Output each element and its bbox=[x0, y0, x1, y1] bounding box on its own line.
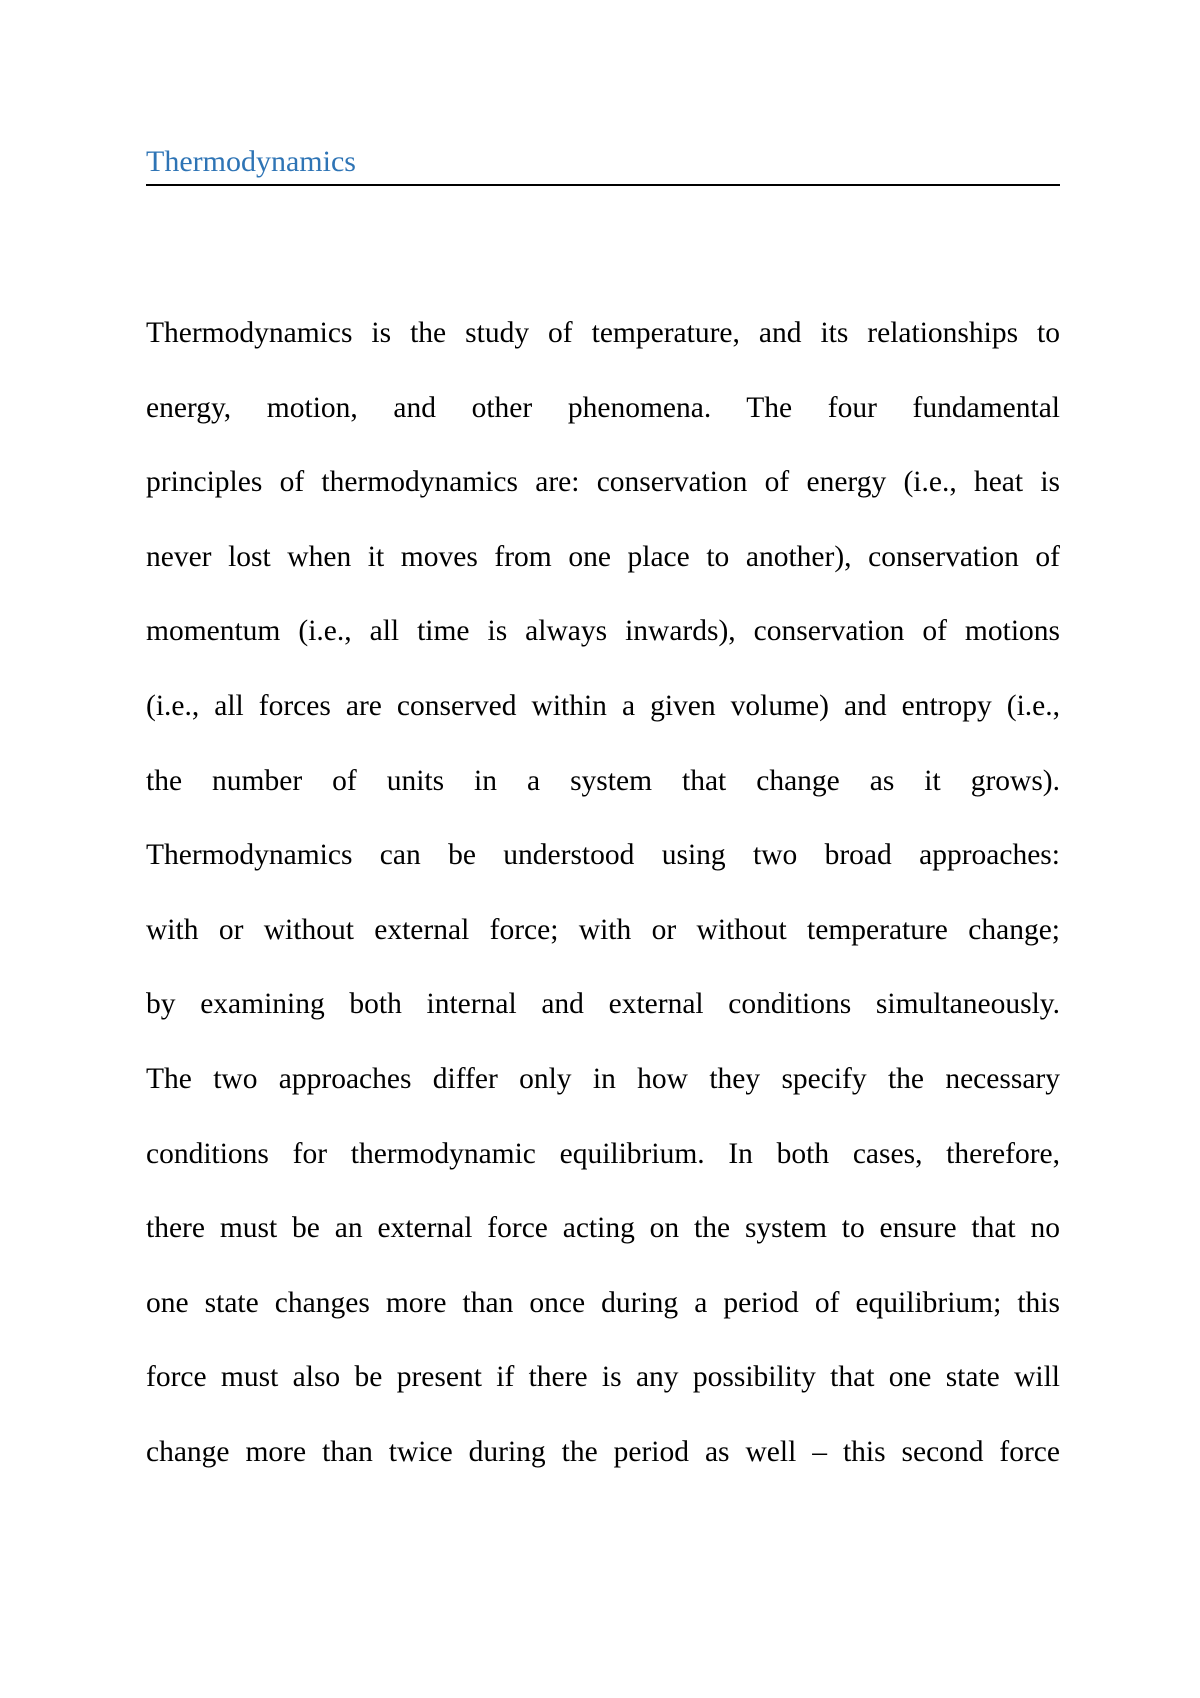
body-line: one state changes more than once during a period of equilibrium; this bbox=[146, 1286, 1060, 1319]
body-line: principles of thermodynamics are: conservation of energy (i.e., heat is bbox=[146, 466, 1060, 499]
body-line: The two approaches differ only in how they specify the necessary bbox=[146, 1062, 1060, 1095]
body-line: never lost when it moves from one place to another), conservation of bbox=[146, 540, 1060, 573]
body-line: the number of units in a system that change as it grows). bbox=[146, 764, 1060, 797]
body-line: with or without external force; with or without temperature change; bbox=[146, 913, 1060, 946]
body-line: Thermodynamics can be understood using two broad approaches: bbox=[146, 839, 1060, 872]
body-line: force must also be present if there is any possibility that one state will bbox=[146, 1361, 1060, 1394]
document-heading: Thermodynamics bbox=[146, 145, 356, 178]
body-line: conditions for thermodynamic equilibrium. In both cases, therefore, bbox=[146, 1137, 1060, 1170]
body-line: change more than twice during the period as well – this second force bbox=[146, 1435, 1060, 1468]
body-line: Thermodynamics is the study of temperature, and its relationships to bbox=[146, 317, 1060, 349]
body-line: energy, motion, and other phenomena. The four fundamental bbox=[146, 391, 1060, 424]
document-body bbox=[146, 296, 1060, 1490]
heading-underline bbox=[146, 184, 1060, 186]
body-line: by examining both internal and external conditions simultaneously. bbox=[146, 988, 1060, 1021]
body-line: momentum (i.e., all time is always inwards), conservation of motions bbox=[146, 615, 1060, 648]
body-line: there must be an external force acting on the system to ensure that no bbox=[146, 1212, 1060, 1245]
body-line: (i.e., all forces are conserved within a given volume) and entropy (i.e., bbox=[146, 689, 1060, 722]
